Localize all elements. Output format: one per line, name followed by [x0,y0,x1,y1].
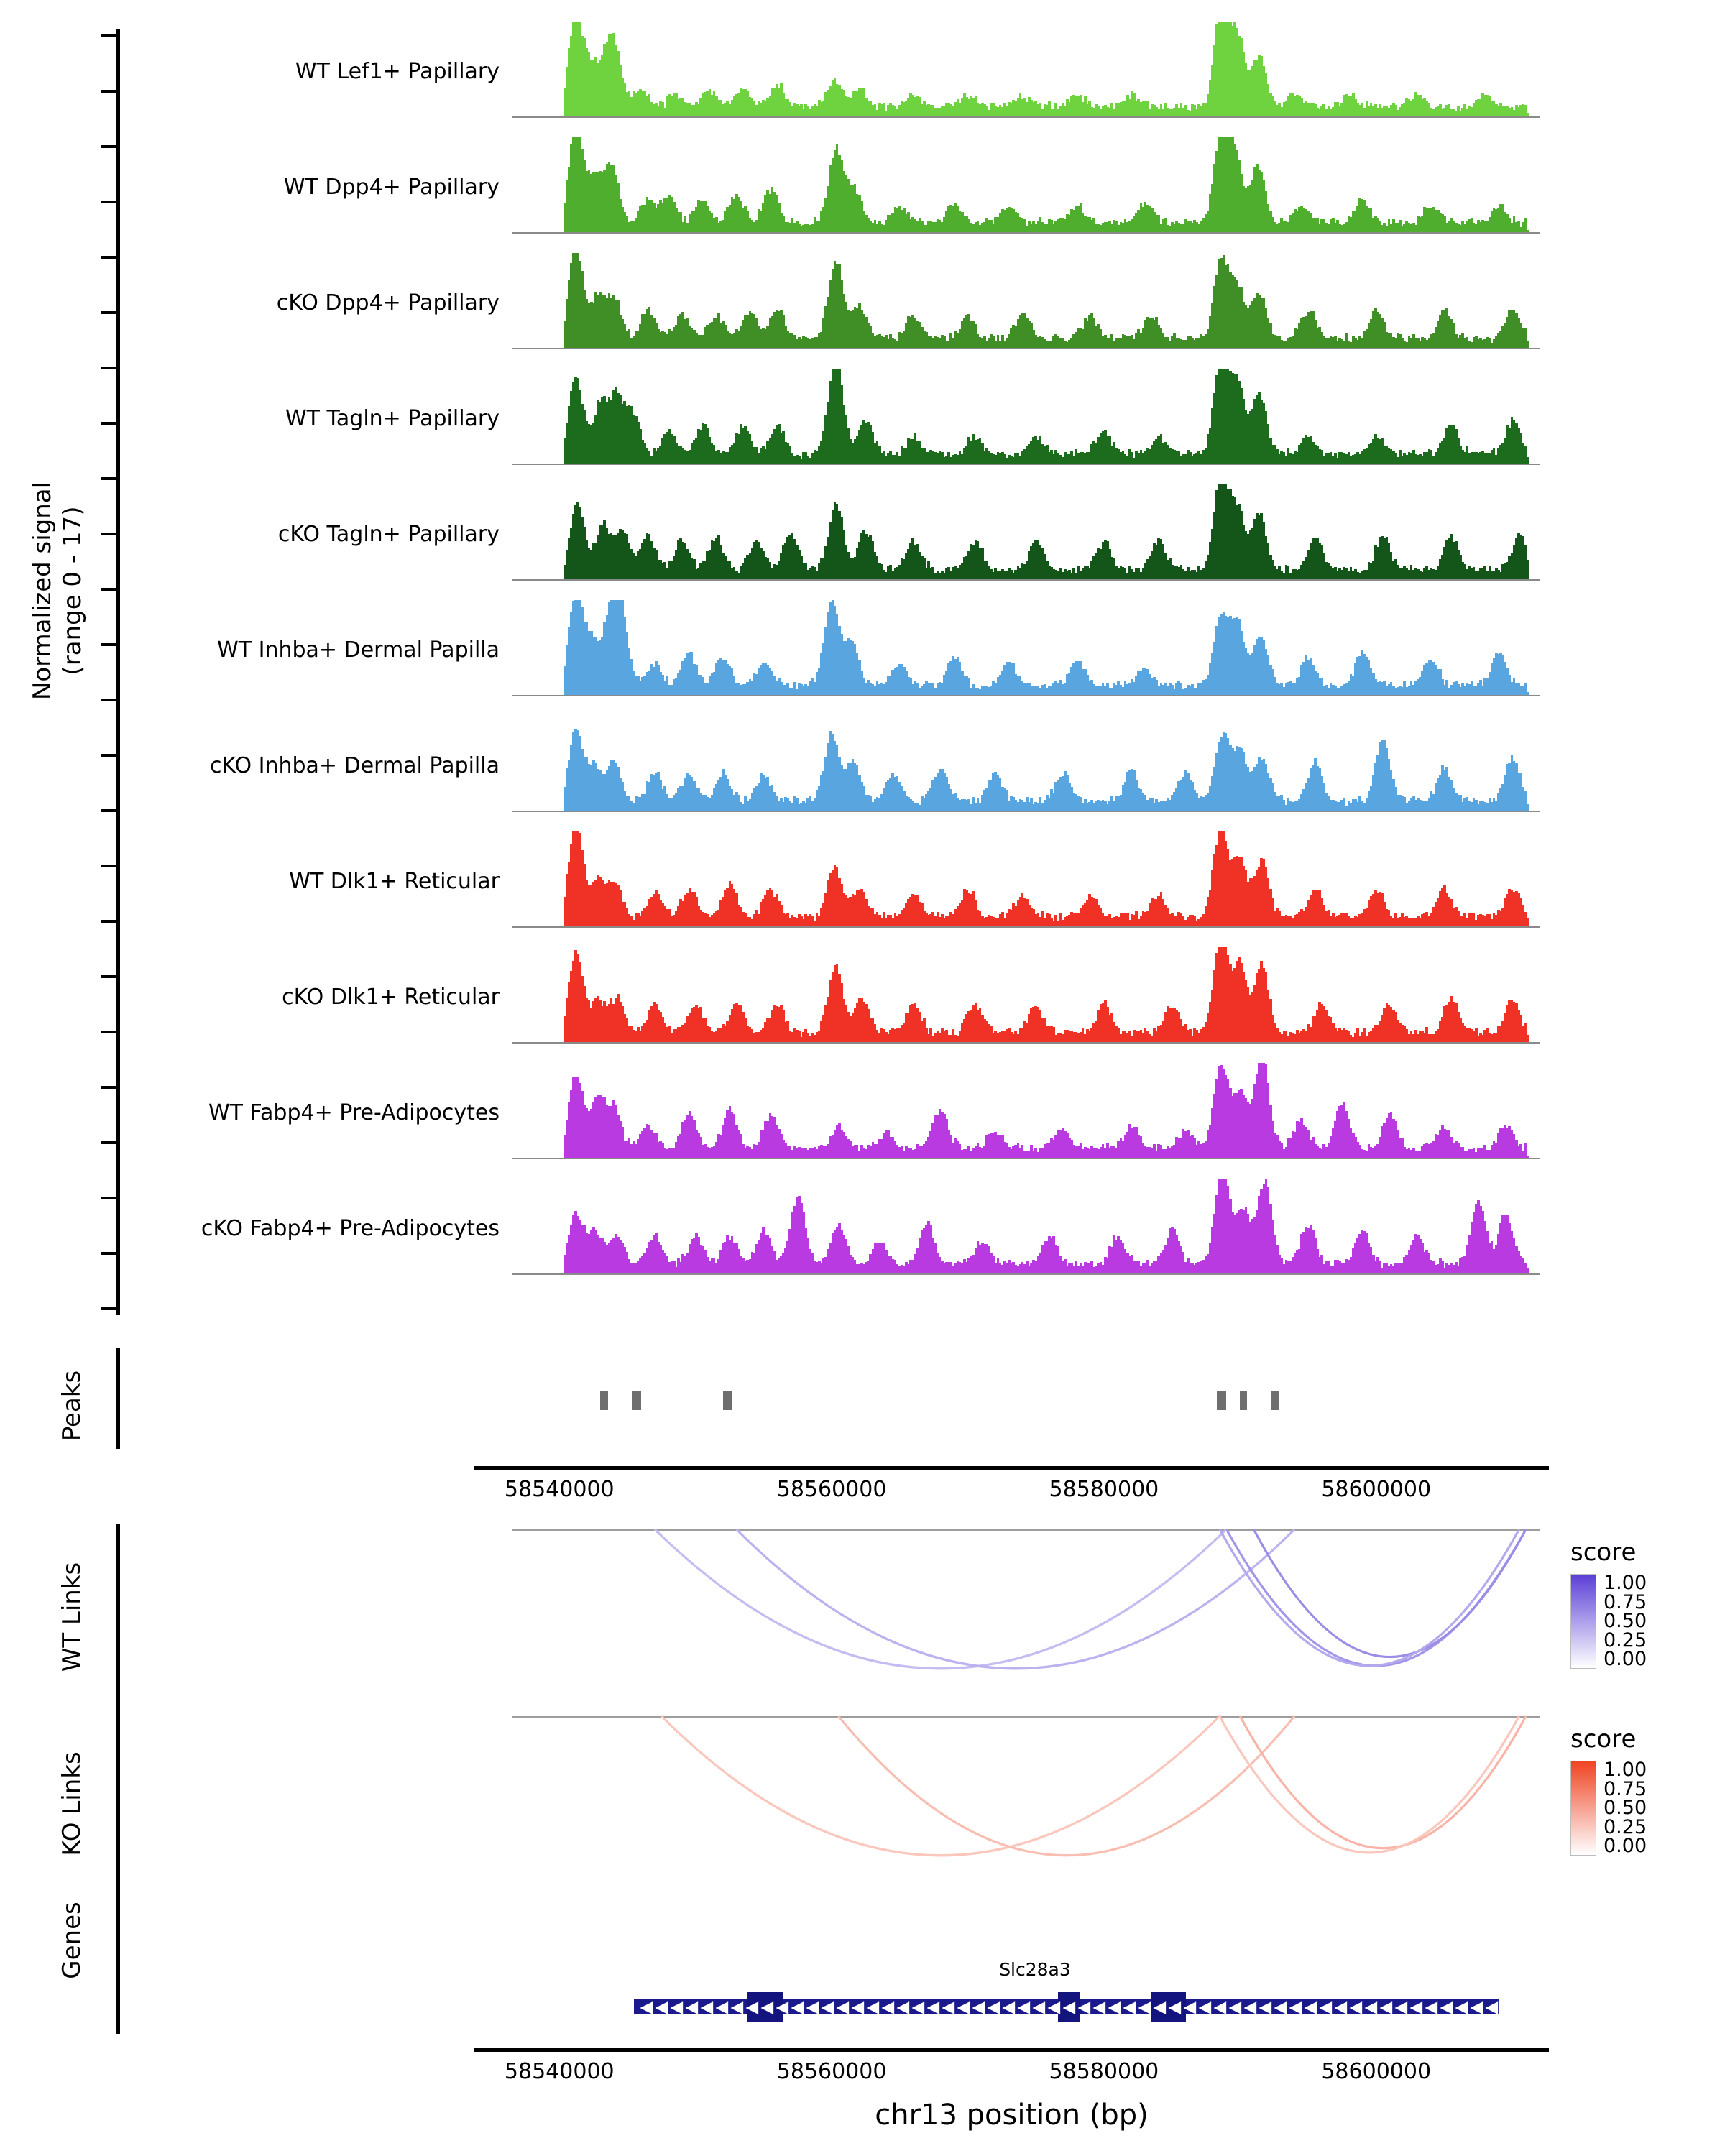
ko-legend-colorbar [1570,1761,1596,1856]
gene-strand-arrow: ◀ [987,1998,1000,2017]
gene-strand-arrow: ◀ [1440,1998,1453,2017]
ko-legend-ticks [1604,1761,1647,1856]
ko-links-panel [0,1703,1725,1912]
coverage-track [0,600,1725,717]
gene-strand-arrow: ◀ [1228,1998,1242,2017]
peaks-panel-label: Peaks [58,1370,86,1442]
ko-links-bracket [116,1710,120,1901]
gene-strand-arrow: ◀ [1168,1998,1182,2017]
gene-strand-arrow: ◀ [730,1998,744,2017]
gene-strand-arrow: ◀ [1289,1998,1302,2017]
gene-strand-arrow: ◀ [1032,1998,1046,2017]
ko-legend-tick-5: 0.00 [1604,1835,1647,1857]
track-label: cKO Dpp4+ Papillary [276,290,500,315]
gene-strand-arrow: ◀ [851,1998,865,2017]
track-baseline [512,579,1540,581]
gene-strand-arrow: ◀ [821,1998,834,2017]
wt-legend-tick-4: 0.25 [1604,1628,1647,1651]
gene-strand-arrow: ◀ [866,1998,880,2017]
link-arc [1240,1716,1526,1848]
gene-strand-arrow: ◀ [1138,1998,1151,2017]
track-label: WT Inhba+ Dermal Papilla [217,637,500,663]
track-baseline [512,464,1540,465]
gene-strand-arrow: ◀ [1304,1998,1317,2017]
gene-strand-arrow: ◀ [1183,1998,1197,2017]
genes-panel [0,1883,1725,2156]
gene-strand-arrow: ◀ [1470,1998,1484,2017]
gene-strand-arrow: ◀ [1409,1998,1423,2017]
wt-legend-title: score [1570,1538,1637,1567]
gene-strand-arrow: ◀ [881,1998,895,2017]
wt-legend-tick-3: 0.50 [1604,1610,1647,1632]
track-label: WT Dpp4+ Papillary [283,175,500,200]
gene-strand-arrow: ◀ [972,1998,985,2017]
track-signal [512,716,1540,811]
position-tick-label: 58560000 [776,1477,887,1502]
gene-strand-arrow: ◀ [1319,1998,1333,2017]
gene-strand-arrow: ◀ [1002,1998,1016,2017]
ko-legend-tick-1: 1.00 [1604,1759,1647,1781]
gene-strand-arrow: ◀ [1379,1998,1393,2017]
position-tick-label: 58600000 [1321,2059,1432,2084]
gene-strand-arrow: ◀ [655,1998,668,2017]
peak-mark [1240,1391,1247,1410]
gene-strand-arrow: ◀ [776,1998,789,2017]
coverage-track [0,369,1725,485]
y-axis-tick [101,1307,120,1310]
peaks-bracket [116,1348,120,1449]
position-axis-bottom [474,2048,1549,2052]
y-axis-label-line1: Normalized signal [28,481,57,701]
ko-legend-title: score [1570,1725,1637,1754]
gene-strand-arrow: ◀ [1123,1998,1136,2017]
peaks-panel [0,1344,1725,1459]
track-label: WT Fabp4+ Pre-Adipocytes [208,1100,500,1125]
track-signal [512,1063,1540,1158]
gene-strand-arrow: ◀ [1334,1998,1348,2017]
track-baseline [512,695,1540,696]
wt-links-arcs [512,1516,1540,1725]
track-baseline [512,811,1540,812]
gene-strand-arrow: ◀ [942,1998,955,2017]
gene-strand-arrow: ◀ [1153,1998,1167,2017]
track-label: cKO Dlk1+ Reticular [282,985,500,1010]
position-tick-label: 58560000 [776,2059,887,2084]
gene-strand-arrow: ◀ [1425,1998,1438,2017]
track-signal [512,253,1540,348]
link-arc [737,1529,1295,1669]
gene-strand-arrow: ◀ [700,1998,714,2017]
track-signal [512,484,1540,579]
coverage-track [0,1063,1725,1179]
track-label: cKO Fabp4+ Pre-Adipocytes [201,1216,500,1241]
wt-links-bracket [116,1524,120,1714]
track-signal [512,600,1540,695]
gene-strand-arrow: ◀ [670,1998,684,2017]
gene-strand-arrow: ◀ [1349,1998,1363,2017]
gene-strand-arrow: ◀ [1274,1998,1287,2017]
track-baseline [512,1273,1540,1275]
coverage-track [0,137,1725,254]
link-arc [1220,1716,1519,1853]
gene-strand-arrow: ◀ [896,1998,910,2017]
track-signal [512,137,1540,232]
ko-links-arcs [512,1703,1540,1912]
gene-strand-arrow: ◀ [1243,1998,1257,2017]
gene-strand-arrow: ◀ [1047,1998,1061,2017]
track-baseline [512,1158,1540,1159]
position-tick-label: 58580000 [1049,1477,1159,1502]
gene-strand-arrow: ◀ [1259,1998,1272,2017]
gene-strand-arrow: ◀ [911,1998,925,2017]
x-axis-label: chr13 position (bp) [875,2099,1149,2132]
gene-strand-arrow: ◀ [957,1998,970,2017]
wt-legend-tick-1: 1.00 [1604,1572,1647,1594]
peak-mark [723,1391,732,1410]
gene-strand-arrow: ◀ [640,1998,653,2017]
gene-strand-arrow: ◀ [836,1998,850,2017]
gene-strand-arrow: ◀ [760,1998,774,2017]
coverage-track [0,831,1725,948]
track-baseline [512,348,1540,349]
ko-legend-tick-3: 0.50 [1604,1797,1647,1819]
ko-score-legend [1570,1725,1725,1856]
position-tick-label: 58540000 [504,2059,615,2084]
gene-strand-arrow: ◀ [926,1998,940,2017]
track-label: WT Dlk1+ Reticular [289,869,500,894]
track-label: WT Lef1+ Papillary [295,59,500,84]
peak-mark [632,1391,641,1410]
coverage-track [0,253,1725,369]
coverage-track [0,484,1725,601]
position-axis-top [474,1466,1549,1470]
track-baseline [512,1042,1540,1044]
track-signal [512,369,1540,464]
gene-strand-arrow: ◀ [745,1998,759,2017]
link-arc [661,1716,1220,1856]
gene-strand-arrow: ◀ [1455,1998,1468,2017]
coverage-track [0,1179,1725,1295]
genes-panel-label: Genes [58,1902,86,1979]
track-baseline [512,926,1540,928]
gene-strand-arrow: ◀ [685,1998,699,2017]
gene-strand-arrow: ◀ [1198,1998,1212,2017]
peak-mark [600,1391,608,1410]
link-arc [1226,1529,1526,1666]
track-label: cKO Tagln+ Papillary [277,522,500,547]
gene-strand-arrow: ◀ [1213,1998,1227,2017]
gene-strand-arrow: ◀ [1364,1998,1378,2017]
gene-strand-arrow: ◀ [1092,1998,1106,2017]
wt-score-legend [1570,1538,1725,1669]
gene-strand-arrow: ◀ [1077,1998,1091,2017]
wt-legend-ticks [1604,1574,1647,1669]
gene-name-label: Slc28a3 [999,1959,1071,1980]
track-label: cKO Inhba+ Dermal Papilla [209,753,500,778]
coverage-track [0,716,1725,832]
gene-strand-arrow: ◀ [1485,1998,1499,2017]
wt-legend-tick-5: 0.00 [1604,1648,1647,1670]
gene-strand-arrow: ◀ [1062,1998,1076,2017]
track-label: WT Tagln+ Papillary [285,406,500,431]
wt-links-panel [0,1516,1725,1725]
ko-legend-tick-2: 0.75 [1604,1777,1647,1800]
track-signal [512,947,1540,1042]
track-signal [512,831,1540,926]
gene-strand-arrow: ◀ [1108,1998,1121,2017]
track-signal [512,1179,1540,1273]
y-axis-label-line2: (range 0 - 17) [58,506,87,676]
link-arc [1254,1529,1526,1657]
gene-strand-arrow: ◀ [715,1998,729,2017]
wt-legend-colorbar [1570,1574,1596,1669]
position-tick-label: 58580000 [1049,2059,1159,2084]
coverage-track [0,22,1725,138]
link-arc [839,1716,1295,1856]
gene-strand-arrow: ◀ [791,1998,804,2017]
wt-legend-tick-2: 0.75 [1604,1590,1647,1613]
gene-strand-arrow: ◀ [806,1998,819,2017]
ko-links-label: KO Links [58,1751,86,1856]
link-arc [655,1529,1226,1669]
track-baseline [512,116,1540,118]
peak-mark [1217,1391,1226,1410]
track-baseline [512,232,1540,234]
gene-strand-arrow: ◀ [1394,1998,1408,2017]
wt-links-label: WT Links [58,1562,86,1672]
ko-legend-tick-4: 0.25 [1604,1815,1647,1838]
gene-strand-arrow: ◀ [1017,1998,1031,2017]
coverage-track [0,947,1725,1064]
track-signal [512,22,1540,116]
position-tick-label: 58540000 [504,1477,615,1502]
genes-bracket [116,1890,120,2034]
position-tick-label: 58600000 [1321,1477,1432,1502]
peak-mark [1271,1391,1279,1410]
